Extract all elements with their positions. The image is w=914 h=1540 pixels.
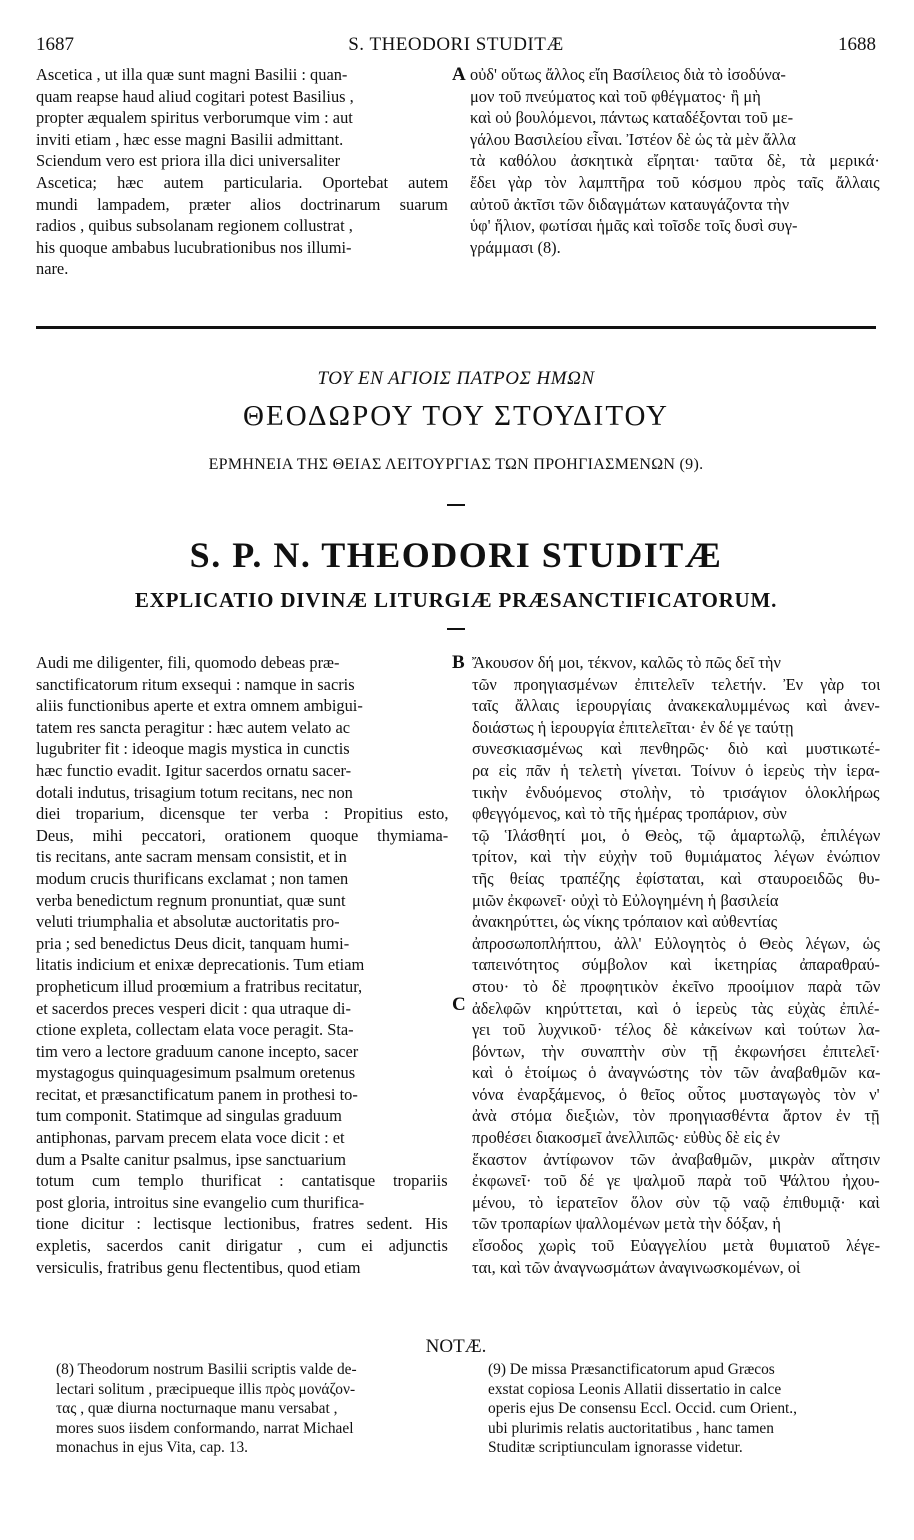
greek-text-line: ἀδελφῶν κηρύττεται, καὶ ὁ ἱερεὺς τὰς εὐχὰς ἐπιλέ- (472, 998, 880, 1018)
greek-text-line: τῶν τροπαρίων ψαλλομένων μετὰ τὴν δόξαν, ἡ (472, 1214, 781, 1234)
latin-text-line: expletis, sacerdos canit dirigatur , cum ei adjunctis (36, 1236, 448, 1256)
main-latin-column (36, 652, 448, 1278)
page-number-right: 1688 (838, 34, 876, 55)
greek-text-line: νόνα ἐναρξάμενος, ὁ θεῖος οὗτος μυσταγωγὸς τὸν ν' (472, 1084, 880, 1104)
latin-text-line: mystagogus quinquagesimum psalmum oretenus (36, 1063, 356, 1083)
greek-text-line: ταῖς ἄλλαις ἱερουργίαις ἀνακεκαλυμμένως καὶ ἀνεν- (472, 696, 880, 716)
greek-text-line: εἴσοδος χωρὶς τοῦ Εὐαγγελίου μετὰ θυμιατοῦ λέγε- (472, 1236, 880, 1256)
greek-text-line: γράμμασι (8). (470, 237, 561, 257)
greek-text-line: ἀνὰ στόμα διεξιὼν, τὸν προηγιασθέντα ἄρτον ἐν τῇ (472, 1106, 880, 1126)
latin-text-line: post gloria, introitus sine evangelio cum thurifica- (36, 1192, 365, 1212)
notes-heading: NOTÆ. (425, 1336, 487, 1357)
latin-text-line: hæc functio evadit. Igitur sacerdos ornatu sacer- (36, 760, 352, 780)
latin-text-line: aliis functionibus aperte et extra omnem ambigui- (36, 696, 363, 716)
greek-text-line: ἀνακηρύττει, ὡς νίκης τρόπαιον καὶ αὐθεντίας (472, 912, 778, 932)
greek-text-line: τὰ καθόλου ἀσκητικὰ εἴρηται· ταῦτα δὲ, τὰ μερικά· (470, 151, 880, 171)
latin-text-line: his quoque ambabus lucubrationibus nos illumi- (36, 237, 352, 257)
greek-text-line: ἕκαστον ἀντίφωνον τῶν ἀναβαθμῶν, μικρὰν αἴτησιν (472, 1149, 880, 1169)
greek-text-line: βόντων, τὴν συναπτὴν σὺν τῇ ἐκφωνήσει ἐπιτελεῖ· (472, 1041, 880, 1061)
latin-text-line: propter æqualem spiritus verborumque vim : aut (36, 108, 353, 128)
latin-text-line: litatis indicium et enixæ deprecationis. Tum etiam (36, 955, 365, 975)
margin-marker-c: C (452, 994, 466, 1015)
margin-marker-b: B (452, 652, 465, 673)
greek-text-line: τικὴν ἐνδυόμενος στολὴν, τὸ τρισάγιον ὁλοκλήρως (472, 782, 880, 802)
greek-text-line: ἐκφωνεῖ· τοῦ δέ γε ψαλμοῦ παρὰ τοῦ Ψάλτου ἠχου- (472, 1171, 880, 1191)
greek-text-line: τῶν προηγιασμένων ἐπιτελεῖν τελετήν. Ἐν γὰρ τοι (472, 674, 880, 694)
footnote-line: (8) Theodorum nostrum Basilii scriptis valde de- (56, 1361, 357, 1378)
latin-text-line: versiculis, fratribus genu flectentibus, quod etiam (36, 1257, 361, 1277)
latin-text-line: Deus, mihi peccatori, orationem quoque thymiama- (36, 825, 448, 845)
greek-text-line: τρίτον, καὶ τὴν εὐχὴν τοῦ θυμιάματος λέγων ἐνώπιον (472, 847, 880, 867)
footnote-line: operis ejus De consensu Eccl. Occid. cum Orient., (488, 1400, 798, 1417)
greek-text-line: γει τοῦ λυχνικοῦ· τέλος δὲ κἀκείνων καὶ τούτων λα- (472, 1020, 880, 1040)
greek-text-line: ται, καὶ τῶν ἀναγνωσμάτων ἀναγινωσκομένων, οἱ (472, 1257, 801, 1277)
latin-text-line: propheticum illud proœmium a fratribus recitatur, (36, 976, 363, 996)
latin-text-line: tione dicitur : lectisque lectionibus, fratres sedent. His (36, 1214, 448, 1234)
greek-text-line: συνεσκιασμένως καὶ πενθηρῶς· διὸ καὶ μυστικωτέ- (472, 739, 880, 759)
latin-text-line: Ascetica; hæc autem particularia. Oportebat autem (36, 172, 448, 192)
footnote-line: lectari solitum , præcipueque illis πρὸς μονάζον- (56, 1380, 356, 1398)
greek-text-line: μένου, τὸ ἱερατεῖον ὅλον σὺν τῷ ναῷ ἐπιθυμιᾷ· καὶ (472, 1192, 880, 1212)
greek-text-line: καὶ οὐ βουλόμενοι, πάντως καταδέξονται τοῦ με- (470, 108, 794, 128)
latin-text-line: pria ; sed benedictus Deus dicit, tanquam humi- (36, 933, 350, 953)
title-dash-2 (447, 628, 465, 630)
top-latin-column (36, 64, 448, 280)
latin-text-line: tim vero a lectore graduum canone incepto, sacer (36, 1041, 359, 1061)
latin-text-line: antiphonas, parvam precem elata voce dicit : et (36, 1128, 345, 1148)
greek-text-line: ὑφ' ἥλιον, φωτίσαι ἡμᾶς καὶ τοῖσδε τοῖς δυσὶ συγ- (470, 216, 798, 236)
greek-text-line: δοιάστως ἡ ἱερουργία ἐπιτελεῖται· ἐν δέ γε ταύτῃ (472, 717, 794, 737)
greek-title-line-1: ΤΟΥ ΕΝ ΑΓΙΟΙΣ ΠΑΤΡΟΣ ΗΜΩΝ (317, 368, 595, 389)
greek-text-line: φθεγγόμενος, καὶ τὸ τῆς ἡμέρας τροπάριον, σὺν (472, 804, 787, 824)
footnote-line: ubi plurimis relatis auctoritatibus , hanc tamen (488, 1419, 774, 1437)
greek-text-line: οὐδ' οὕτως ἄλλος εἴη Βασίλειος διὰ τὸ ἰσοδύνα- (470, 65, 786, 84)
greek-text-line: μον τοῦ πνεύματος καὶ τοῦ φθέγματος· ἢ μὴ (470, 86, 761, 106)
footnote-line: monachus in ejus Vita, cap. 13. (56, 1439, 248, 1456)
greek-text-line: Ἄκουσον δή μοι, τέκνον, καλῶς τὸ πῶς δεῖ τὴν (472, 653, 781, 672)
latin-title-line-1: S. P. N. THEODORI STUDITÆ (189, 535, 723, 575)
latin-text-line: totum cum templo thurificat : cantatisque tropariis (36, 1171, 448, 1191)
greek-text-line: ἔδει γὰρ τὸν λαμπτῆρα τοῦ κόσμου πρὸς ταῖς ἄλλαις (470, 172, 880, 192)
greek-text-line: μιῶν ἐκφωνεῖ· οὐχὶ τὸ Εὐλογημένη ἡ βασιλεία (472, 890, 779, 910)
latin-text-line: diei troparium, dicensque ter verba : Propitius esto, (36, 804, 448, 824)
footnote-line: mores suos iisdem conformando, narrat Michael (56, 1419, 354, 1437)
page-number-left: 1687 (36, 34, 74, 55)
latin-text-line: ctione expleta, collectam elata voce peragit. Sta- (36, 1020, 354, 1040)
main-greek-column (472, 652, 880, 1278)
latin-text-line: radios , quibus subsolanam regionem collustrat , (36, 216, 353, 236)
title-dash-1 (447, 504, 465, 506)
latin-text-line: modum crucis thurificans exclamat ; non tamen (36, 868, 349, 888)
latin-text-line: dum a Psalte canitur psalmus, ipse sanctuarium (36, 1149, 346, 1169)
greek-text-line: τῆς θείας τραπέζης ἐφίσταται, καὶ σταυροειδῶς θυ- (472, 868, 880, 888)
latin-text-line: mundi lampadem, præter alios doctrinarum suarum (36, 194, 448, 214)
footnote-line: (9) De missa Præsanctificatorum apud Græcos (488, 1361, 775, 1378)
latin-text-line: nare. (36, 259, 69, 279)
latin-text-line: et sacerdos preces vesperi dicit : qua utraque di- (36, 998, 351, 1018)
running-title: S. THEODORI STUDITÆ (348, 34, 564, 55)
latin-text-line: inviti etiam , hæc esse magni Basilii admittant. (36, 129, 344, 149)
greek-text-line: αὐτοῦ ἀκτῖσι τῶν διδαγμάτων καταυγάζοντα τὴν (470, 194, 790, 214)
greek-title-line-3: ΕΡΜΗΝΕΙΑ ΤΗΣ ΘΕΙΑΣ ΛΕΙΤΟΥΡΓΙΑΣ ΤΩΝ ΠΡΟΗΓΙΑΣΜΕΝΩΝ (9). (208, 456, 704, 473)
latin-text-line: veluti triumphalia et absolutæ auctoritatis pro- (36, 912, 340, 932)
footnote-9 (488, 1360, 880, 1458)
section-divider (36, 326, 876, 329)
greek-text-line: ταπεινότητος σύμβολον καὶ ἱκετηρίας ἀπαραθραύ- (472, 955, 880, 975)
latin-text-line: dotali indutus, trisagium totum recitans, nec non (36, 782, 353, 802)
latin-text-line: lugubriter fit : ideoque magis mystica in cunctis (36, 739, 350, 759)
greek-text-line: προθέσει διακοσμεῖ ἀνελλιπῶς· εὐθὺς δὲ εἰς ἐν (472, 1128, 780, 1148)
latin-text-line: verba benedictum regnum pronuntiat, quæ sunt (36, 890, 346, 910)
latin-text-line: Audi me diligenter, fili, quomodo debeas præ- (36, 653, 340, 672)
footnote-line: Studitæ scriptiunculam ignorasse videtur. (488, 1439, 743, 1456)
footnote-line: τας , quæ diurna nocturnaque manu versabat , (56, 1400, 338, 1417)
greek-text-line: καὶ ὁ ἑτοίμως ὁ ἀναγνώστης τὸν τῶν ἀναβαθμῶν κα- (472, 1063, 880, 1083)
latin-text-line: Sciendum vero est priora illa dici universaliter (36, 151, 341, 171)
latin-text-line: tis recitans, ante sacram mensam consistit, et in (36, 847, 347, 867)
latin-text-line: quam reapse haud aliud cogitari potest Basilius , (36, 86, 354, 106)
footnote-8 (56, 1360, 448, 1458)
top-greek-column (470, 64, 880, 258)
latin-text-line: tatem res sancta peragitur : hæc autem velato ac (36, 717, 351, 737)
latin-text-line: Ascetica , ut illa quæ sunt magni Basilii : quan- (36, 65, 348, 84)
running-header (36, 34, 876, 58)
greek-text-line: ρα εἰς πᾶν ἡ τελετὴ γίνεται. Τοίνυν ὁ ἱερεὺς τὴν ἱερα- (472, 760, 880, 780)
footnote-line: exstat copiosa Leonis Allatii dissertatio in calce (488, 1380, 782, 1398)
greek-text-line: τῷ Ἱλάσθητί μοι, ὁ Θεὸς, τῷ ἁμαρτωλῷ, ἐπιλέγων (472, 825, 880, 845)
greek-text-line: στου· τὸ δὲ προφητικὸν ἐκεῖνο προοίμιον παρὰ τῶν (472, 976, 880, 996)
latin-text-line: sanctificatorum ritum exsequi : namque in sacris (36, 674, 355, 694)
greek-title-line-2: ΘΕΟΔΩΡΟΥ ΤΟΥ ΣΤΟΥΔΙΤΟΥ (243, 400, 669, 432)
greek-text-line: γάλου Βασιλείου εἶναι. Ἰστέον δὲ ὡς τὰ μὲν ἄλλα (470, 129, 796, 149)
latin-text-line: tum componit. Statimque ad singulas graduum (36, 1106, 342, 1126)
margin-marker-a: A (452, 64, 466, 85)
latin-text-line: recitat, et præsanctificatum panem in prothesi to- (36, 1084, 358, 1104)
latin-title-line-2: EXPLICATIO DIVINÆ LITURGIÆ PRÆSANCTIFICATORUM. (134, 588, 778, 612)
greek-text-line: ἀπροσωποπλήπτου, ἀλλ' Εὐλογητὸς ὁ Θεὸς λέγων, ὡς (472, 933, 880, 953)
